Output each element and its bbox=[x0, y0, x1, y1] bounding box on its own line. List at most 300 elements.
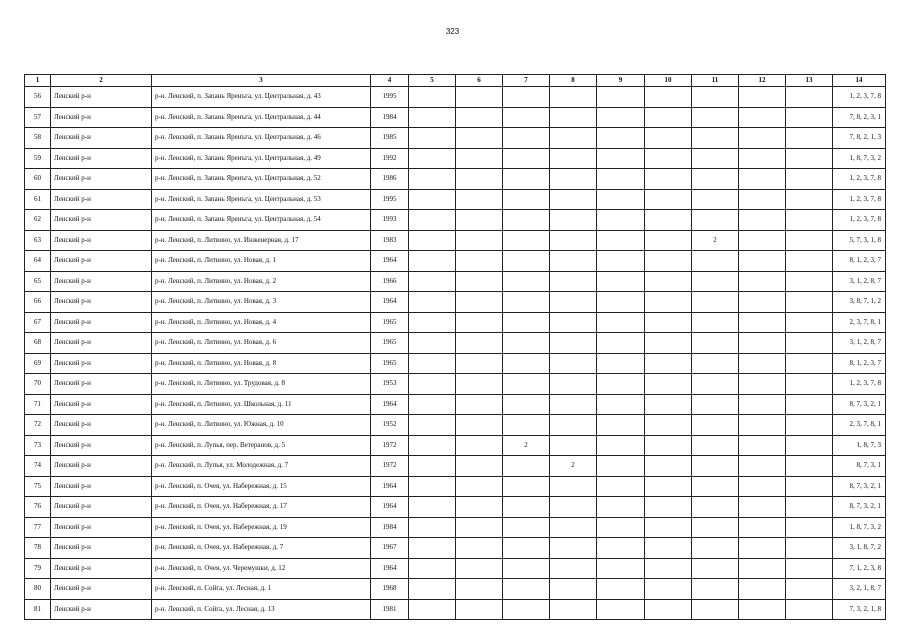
table-cell-col-5 bbox=[409, 353, 456, 374]
table-cell-col-9 bbox=[597, 87, 645, 108]
table-cell-col-3: р-н. Ленский, п. Литвино, ул. Инженерная, д. 17 bbox=[152, 230, 371, 251]
table-cell-col-2: Ленский р-н bbox=[51, 435, 152, 456]
table-cell-col-4: 1986 bbox=[371, 169, 409, 190]
table-cell-col-7 bbox=[503, 456, 550, 477]
table-cell-col-1: 65 bbox=[25, 271, 51, 292]
table-cell-col-3: р-н. Ленский, п. Литвино, ул. Новая, д. 6 bbox=[152, 333, 371, 354]
table-cell-col-10 bbox=[645, 497, 692, 518]
table-cell-col-5 bbox=[409, 87, 456, 108]
table-cell-col-13 bbox=[786, 230, 833, 251]
table-cell-col-10 bbox=[645, 210, 692, 231]
table-cell-col-11 bbox=[692, 148, 739, 169]
table-cell-col-1: 73 bbox=[25, 435, 51, 456]
table-cell-col-10 bbox=[645, 579, 692, 600]
table-cell-col-4: 1984 bbox=[371, 107, 409, 128]
table-cell-col-11 bbox=[692, 558, 739, 579]
table-cell-col-2: Ленский р-н bbox=[51, 87, 152, 108]
table-cell-col-4: 1992 bbox=[371, 148, 409, 169]
table-cell-col-3: р-н. Ленский, п. Запань Яренъга, ул. Центральная, д. 44 bbox=[152, 107, 371, 128]
table-cell-col-13 bbox=[786, 312, 833, 333]
table-cell-col-5 bbox=[409, 538, 456, 559]
table-cell-col-10 bbox=[645, 230, 692, 251]
table-cell-col-4: 1952 bbox=[371, 415, 409, 436]
table-cell-col-8 bbox=[550, 128, 597, 149]
table-cell-col-13 bbox=[786, 476, 833, 497]
table-cell-col-8 bbox=[550, 394, 597, 415]
table-cell-col-7 bbox=[503, 271, 550, 292]
table-cell-col-7 bbox=[503, 558, 550, 579]
table-cell-col-14: 8, 1, 2, 3, 7 bbox=[833, 251, 886, 272]
table-cell-col-13 bbox=[786, 558, 833, 579]
table-cell-col-3: р-н. Ленский, п. Лупья, ул. Молодежная, д. 7 bbox=[152, 456, 371, 477]
table-cell-col-6 bbox=[456, 456, 503, 477]
table-cell-col-12 bbox=[739, 497, 786, 518]
table-cell-col-11 bbox=[692, 353, 739, 374]
table-cell-col-2: Ленский р-н bbox=[51, 374, 152, 395]
table-cell-col-3: р-н. Ленский, п. Очея, ул. Набережная, д. 15 bbox=[152, 476, 371, 497]
table-cell-col-13 bbox=[786, 107, 833, 128]
table-cell-col-7 bbox=[503, 374, 550, 395]
table-cell-col-3: р-н. Ленский, п. Запань Яренъга, ул. Центральная, д. 46 bbox=[152, 128, 371, 149]
table-cell-col-2: Ленский р-н bbox=[51, 312, 152, 333]
table-cell-col-1: 69 bbox=[25, 353, 51, 374]
table-cell-col-5 bbox=[409, 333, 456, 354]
table-cell-col-12 bbox=[739, 394, 786, 415]
table-cell-col-2: Ленский р-н bbox=[51, 538, 152, 559]
table-row bbox=[25, 107, 886, 128]
table-cell-col-1: 74 bbox=[25, 456, 51, 477]
column-header-5: 5 bbox=[409, 75, 456, 87]
table-row bbox=[25, 210, 886, 231]
table-cell-col-7 bbox=[503, 292, 550, 313]
table-cell-col-11 bbox=[692, 517, 739, 538]
table-cell-col-8 bbox=[550, 599, 597, 620]
table-cell-col-5 bbox=[409, 415, 456, 436]
table-cell-col-6 bbox=[456, 497, 503, 518]
table-cell-col-12 bbox=[739, 230, 786, 251]
table-cell-col-13 bbox=[786, 394, 833, 415]
table-cell-col-5 bbox=[409, 128, 456, 149]
table-cell-col-13 bbox=[786, 148, 833, 169]
table-cell-col-12 bbox=[739, 251, 786, 272]
table-cell-col-7: 2 bbox=[503, 435, 550, 456]
table-cell-col-9 bbox=[597, 292, 645, 313]
table-cell-col-5 bbox=[409, 374, 456, 395]
table-row bbox=[25, 394, 886, 415]
table-cell-col-7 bbox=[503, 579, 550, 600]
table-cell-col-5 bbox=[409, 599, 456, 620]
table-row bbox=[25, 558, 886, 579]
table-cell-col-11 bbox=[692, 435, 739, 456]
table-cell-col-11: 2 bbox=[692, 230, 739, 251]
table-cell-col-2: Ленский р-н bbox=[51, 128, 152, 149]
table-cell-col-6 bbox=[456, 394, 503, 415]
table-cell-col-4: 1972 bbox=[371, 456, 409, 477]
table-cell-col-14: 7, 8, 2, 3, 1 bbox=[833, 107, 886, 128]
table-cell-col-3: р-н. Ленский, п. Литвино, ул. Школьная, д. 11 bbox=[152, 394, 371, 415]
table-cell-col-1: 80 bbox=[25, 579, 51, 600]
table-cell-col-9 bbox=[597, 333, 645, 354]
table-cell-col-1: 61 bbox=[25, 189, 51, 210]
table-cell-col-10 bbox=[645, 271, 692, 292]
table-cell-col-6 bbox=[456, 353, 503, 374]
table-cell-col-13 bbox=[786, 538, 833, 559]
table-cell-col-7 bbox=[503, 128, 550, 149]
table-cell-col-8 bbox=[550, 312, 597, 333]
table-cell-col-8 bbox=[550, 374, 597, 395]
table-cell-col-13 bbox=[786, 497, 833, 518]
table-cell-col-8 bbox=[550, 189, 597, 210]
column-header-4: 4 bbox=[371, 75, 409, 87]
table-cell-col-1: 62 bbox=[25, 210, 51, 231]
table-cell-col-14: 8, 7, 3, 2, 1 bbox=[833, 497, 886, 518]
table-cell-col-5 bbox=[409, 148, 456, 169]
table-cell-col-9 bbox=[597, 271, 645, 292]
table-cell-col-14: 1, 2, 3, 7, 8 bbox=[833, 169, 886, 190]
table-cell-col-2: Ленский р-н bbox=[51, 148, 152, 169]
table-cell-col-12 bbox=[739, 599, 786, 620]
table-cell-col-4: 1964 bbox=[371, 394, 409, 415]
table-cell-col-10 bbox=[645, 599, 692, 620]
table-cell-col-10 bbox=[645, 189, 692, 210]
table-cell-col-3: р-н. Ленский, п. Запань Яренъга, ул. Центральная, д. 53 bbox=[152, 189, 371, 210]
table-cell-col-3: р-н. Ленский, п. Запань Яренъга, ул. Центральная, д. 52 bbox=[152, 169, 371, 190]
table-cell-col-2: Ленский р-н bbox=[51, 517, 152, 538]
table-cell-col-14: 1, 8, 7, 3, 2 bbox=[833, 148, 886, 169]
table-cell-col-12 bbox=[739, 271, 786, 292]
table-row bbox=[25, 517, 886, 538]
table-cell-col-9 bbox=[597, 374, 645, 395]
table-cell-col-12 bbox=[739, 107, 786, 128]
table-cell-col-4: 1993 bbox=[371, 210, 409, 231]
table-cell-col-6 bbox=[456, 435, 503, 456]
table-cell-col-2: Ленский р-н bbox=[51, 292, 152, 313]
table-cell-col-5 bbox=[409, 169, 456, 190]
column-header-1: 1 bbox=[25, 75, 51, 87]
table-cell-col-8 bbox=[550, 107, 597, 128]
table-cell-col-2: Ленский р-н bbox=[51, 333, 152, 354]
table-cell-col-4: 1967 bbox=[371, 538, 409, 559]
table-cell-col-1: 71 bbox=[25, 394, 51, 415]
table-cell-col-5 bbox=[409, 230, 456, 251]
table-cell-col-9 bbox=[597, 169, 645, 190]
table-cell-col-4: 1966 bbox=[371, 271, 409, 292]
table-cell-col-8 bbox=[550, 210, 597, 231]
table-cell-col-12 bbox=[739, 312, 786, 333]
table-cell-col-2: Ленский р-н bbox=[51, 189, 152, 210]
table-cell-col-14: 3, 1, 8, 7, 2 bbox=[833, 538, 886, 559]
table-cell-col-3: р-н. Ленский, п. Очея, ул. Набережная, д. 7 bbox=[152, 538, 371, 559]
table-row bbox=[25, 148, 886, 169]
table-cell-col-11 bbox=[692, 87, 739, 108]
table-cell-col-2: Ленский р-н bbox=[51, 476, 152, 497]
table-cell-col-7 bbox=[503, 189, 550, 210]
table-cell-col-7 bbox=[503, 230, 550, 251]
table-cell-col-14: 1, 2, 3, 7, 8 bbox=[833, 189, 886, 210]
table-cell-col-5 bbox=[409, 189, 456, 210]
table-cell-col-10 bbox=[645, 128, 692, 149]
table-cell-col-3: р-н. Ленский, п. Очея, ул. Черемушки, д. 12 bbox=[152, 558, 371, 579]
table-row bbox=[25, 599, 886, 620]
table-cell-col-4: 1972 bbox=[371, 435, 409, 456]
table-cell-col-7 bbox=[503, 538, 550, 559]
table-cell-col-14: 2, 3, 7, 8, 1 bbox=[833, 415, 886, 436]
table-cell-col-8 bbox=[550, 251, 597, 272]
table-cell-col-5 bbox=[409, 394, 456, 415]
table-cell-col-1: 72 bbox=[25, 415, 51, 436]
table-cell-col-7 bbox=[503, 333, 550, 354]
table-cell-col-6 bbox=[456, 476, 503, 497]
table-cell-col-3: р-н. Ленский, п. Литвино, ул. Трудовая, д. 8 bbox=[152, 374, 371, 395]
table-cell-col-9 bbox=[597, 579, 645, 600]
table-cell-col-3: р-н. Ленский, п. Запань Яренъга, ул. Центральная, д. 54 bbox=[152, 210, 371, 231]
table-cell-col-10 bbox=[645, 374, 692, 395]
table-cell-col-2: Ленский р-н bbox=[51, 230, 152, 251]
table-cell-col-13 bbox=[786, 599, 833, 620]
table-cell-col-1: 60 bbox=[25, 169, 51, 190]
table-cell-col-12 bbox=[739, 476, 786, 497]
table-cell-col-9 bbox=[597, 251, 645, 272]
column-header-3: 3 bbox=[152, 75, 371, 87]
table-cell-col-9 bbox=[597, 128, 645, 149]
table-cell-col-12 bbox=[739, 353, 786, 374]
table-row bbox=[25, 415, 886, 436]
table-cell-col-5 bbox=[409, 210, 456, 231]
table-row bbox=[25, 87, 886, 108]
table-row bbox=[25, 128, 886, 149]
table-row bbox=[25, 579, 886, 600]
table-cell-col-7 bbox=[503, 251, 550, 272]
table-cell-col-13 bbox=[786, 456, 833, 477]
table-cell-col-8 bbox=[550, 538, 597, 559]
table-row bbox=[25, 538, 886, 559]
table-cell-col-8 bbox=[550, 476, 597, 497]
table-cell-col-2: Ленский р-н bbox=[51, 394, 152, 415]
table-cell-col-6 bbox=[456, 128, 503, 149]
table-cell-col-10 bbox=[645, 476, 692, 497]
table-cell-col-5 bbox=[409, 312, 456, 333]
table-cell-col-13 bbox=[786, 189, 833, 210]
table-cell-col-1: 70 bbox=[25, 374, 51, 395]
table-cell-col-14: 1, 2, 3, 7, 8 bbox=[833, 374, 886, 395]
table-cell-col-1: 67 bbox=[25, 312, 51, 333]
table-cell-col-13 bbox=[786, 517, 833, 538]
table-cell-col-3: р-н. Ленский, п. Литвино, ул. Новая, д. 2 bbox=[152, 271, 371, 292]
table-cell-col-7 bbox=[503, 107, 550, 128]
table-cell-col-5 bbox=[409, 558, 456, 579]
table-cell-col-3: р-н. Ленский, п. Литвино, ул. Новая, д. 1 bbox=[152, 251, 371, 272]
table-cell-col-13 bbox=[786, 169, 833, 190]
table-cell-col-11 bbox=[692, 538, 739, 559]
table-cell-col-8: 2 bbox=[550, 456, 597, 477]
table-cell-col-10 bbox=[645, 435, 692, 456]
table-row bbox=[25, 230, 886, 251]
table-cell-col-6 bbox=[456, 517, 503, 538]
table-cell-col-4: 1985 bbox=[371, 128, 409, 149]
table-cell-col-12 bbox=[739, 435, 786, 456]
table-cell-col-7 bbox=[503, 476, 550, 497]
table-cell-col-2: Ленский р-н bbox=[51, 107, 152, 128]
table-cell-col-3: р-н. Ленский, п. Литвино, ул. Южная, д. 10 bbox=[152, 415, 371, 436]
table-cell-col-13 bbox=[786, 251, 833, 272]
table-cell-col-13 bbox=[786, 210, 833, 231]
table-cell-col-2: Ленский р-н bbox=[51, 271, 152, 292]
table-cell-col-3: р-н. Ленский, п. Литвино, ул. Новая, д. 8 bbox=[152, 353, 371, 374]
table-cell-col-1: 59 bbox=[25, 148, 51, 169]
column-header-7: 7 bbox=[503, 75, 550, 87]
table-cell-col-4: 1983 bbox=[371, 230, 409, 251]
table-cell-col-5 bbox=[409, 579, 456, 600]
table-cell-col-14: 8, 7, 3, 1 bbox=[833, 456, 886, 477]
table-row bbox=[25, 435, 886, 456]
table-cell-col-11 bbox=[692, 210, 739, 231]
table-cell-col-12 bbox=[739, 189, 786, 210]
table-cell-col-14: 1, 2, 3, 7, 8 bbox=[833, 210, 886, 231]
table-cell-col-2: Ленский р-н bbox=[51, 353, 152, 374]
table-cell-col-14: 1, 8, 7, 3 bbox=[833, 435, 886, 456]
table-cell-col-8 bbox=[550, 497, 597, 518]
table-cell-col-1: 78 bbox=[25, 538, 51, 559]
table-cell-col-9 bbox=[597, 230, 645, 251]
table-cell-col-12 bbox=[739, 456, 786, 477]
table-cell-col-2: Ленский р-н bbox=[51, 599, 152, 620]
table-cell-col-5 bbox=[409, 107, 456, 128]
table-cell-col-4: 1984 bbox=[371, 517, 409, 538]
table-cell-col-14: 7, 3, 2, 1, 8 bbox=[833, 599, 886, 620]
table-row bbox=[25, 456, 886, 477]
table-cell-col-12 bbox=[739, 210, 786, 231]
column-header-14: 14 bbox=[833, 75, 886, 87]
table-header-row bbox=[25, 75, 886, 87]
table-cell-col-7 bbox=[503, 497, 550, 518]
table-cell-col-13 bbox=[786, 271, 833, 292]
table-cell-col-14: 8, 7, 3, 2, 1 bbox=[833, 394, 886, 415]
table-row bbox=[25, 476, 886, 497]
table-cell-col-6 bbox=[456, 230, 503, 251]
table-cell-col-11 bbox=[692, 107, 739, 128]
table-cell-col-10 bbox=[645, 558, 692, 579]
table-cell-col-5 bbox=[409, 517, 456, 538]
table-cell-col-6 bbox=[456, 312, 503, 333]
table-cell-col-12 bbox=[739, 169, 786, 190]
table-cell-col-5 bbox=[409, 456, 456, 477]
table-cell-col-1: 63 bbox=[25, 230, 51, 251]
column-header-13: 13 bbox=[786, 75, 833, 87]
table-cell-col-2: Ленский р-н bbox=[51, 497, 152, 518]
table-cell-col-11 bbox=[692, 128, 739, 149]
table-cell-col-11 bbox=[692, 312, 739, 333]
column-header-10: 10 bbox=[645, 75, 692, 87]
table-cell-col-8 bbox=[550, 415, 597, 436]
table-cell-col-9 bbox=[597, 394, 645, 415]
table-cell-col-3: р-н. Ленский, п. Очея, ул. Набережная, д. 17 bbox=[152, 497, 371, 518]
table-cell-col-10 bbox=[645, 456, 692, 477]
table-cell-col-10 bbox=[645, 148, 692, 169]
table-cell-col-12 bbox=[739, 579, 786, 600]
table-cell-col-1: 76 bbox=[25, 497, 51, 518]
table-cell-col-8 bbox=[550, 87, 597, 108]
table-cell-col-8 bbox=[550, 148, 597, 169]
table-cell-col-5 bbox=[409, 497, 456, 518]
table-cell-col-4: 1968 bbox=[371, 579, 409, 600]
table-cell-col-13 bbox=[786, 579, 833, 600]
table-cell-col-8 bbox=[550, 579, 597, 600]
table-cell-col-11 bbox=[692, 333, 739, 354]
table-cell-col-13 bbox=[786, 374, 833, 395]
table-row bbox=[25, 374, 886, 395]
table-cell-col-6 bbox=[456, 169, 503, 190]
table-cell-col-11 bbox=[692, 292, 739, 313]
column-header-9: 9 bbox=[597, 75, 645, 87]
table-cell-col-2: Ленский р-н bbox=[51, 558, 152, 579]
table-cell-col-6 bbox=[456, 538, 503, 559]
table-cell-col-1: 58 bbox=[25, 128, 51, 149]
table-cell-col-9 bbox=[597, 107, 645, 128]
table-cell-col-7 bbox=[503, 148, 550, 169]
table-cell-col-12 bbox=[739, 333, 786, 354]
table-cell-col-8 bbox=[550, 435, 597, 456]
table-row bbox=[25, 271, 886, 292]
table-cell-col-4: 1964 bbox=[371, 476, 409, 497]
table-cell-col-7 bbox=[503, 599, 550, 620]
table-cell-col-6 bbox=[456, 107, 503, 128]
table-cell-col-13 bbox=[786, 415, 833, 436]
table-cell-col-7 bbox=[503, 517, 550, 538]
table-cell-col-14: 3, 1, 2, 8, 7 bbox=[833, 271, 886, 292]
table-cell-col-6 bbox=[456, 210, 503, 231]
table-cell-col-10 bbox=[645, 107, 692, 128]
table-cell-col-2: Ленский р-н bbox=[51, 579, 152, 600]
table-cell-col-3: р-н. Ленский, п. Сойга, ул. Лесная, д. 1 bbox=[152, 579, 371, 600]
column-header-2: 2 bbox=[51, 75, 152, 87]
table-cell-col-1: 81 bbox=[25, 599, 51, 620]
page-number: 323 bbox=[445, 27, 460, 36]
table-cell-col-10 bbox=[645, 517, 692, 538]
table-cell-col-8 bbox=[550, 230, 597, 251]
table-cell-col-12 bbox=[739, 538, 786, 559]
table-cell-col-7 bbox=[503, 87, 550, 108]
table-cell-col-5 bbox=[409, 292, 456, 313]
table-cell-col-10 bbox=[645, 394, 692, 415]
table-cell-col-11 bbox=[692, 599, 739, 620]
table-cell-col-12 bbox=[739, 87, 786, 108]
table-cell-col-9 bbox=[597, 599, 645, 620]
table-cell-col-10 bbox=[645, 292, 692, 313]
table-cell-col-13 bbox=[786, 128, 833, 149]
table-cell-col-14: 1, 8, 7, 3, 2 bbox=[833, 517, 886, 538]
table-cell-col-4: 1995 bbox=[371, 189, 409, 210]
table-cell-col-11 bbox=[692, 456, 739, 477]
housing-table bbox=[24, 74, 886, 620]
table-cell-col-11 bbox=[692, 189, 739, 210]
table-cell-col-11 bbox=[692, 169, 739, 190]
table-cell-col-11 bbox=[692, 271, 739, 292]
table-cell-col-7 bbox=[503, 394, 550, 415]
table-cell-col-9 bbox=[597, 558, 645, 579]
table-cell-col-10 bbox=[645, 169, 692, 190]
table-cell-col-11 bbox=[692, 476, 739, 497]
table-cell-col-5 bbox=[409, 476, 456, 497]
table-cell-col-14: 8, 7, 3, 2, 1 bbox=[833, 476, 886, 497]
table-cell-col-1: 77 bbox=[25, 517, 51, 538]
table-cell-col-13 bbox=[786, 353, 833, 374]
table-cell-col-12 bbox=[739, 148, 786, 169]
column-header-12: 12 bbox=[739, 75, 786, 87]
table-cell-col-13 bbox=[786, 435, 833, 456]
table-cell-col-4: 1965 bbox=[371, 333, 409, 354]
table-cell-col-11 bbox=[692, 579, 739, 600]
table-cell-col-4: 1965 bbox=[371, 312, 409, 333]
